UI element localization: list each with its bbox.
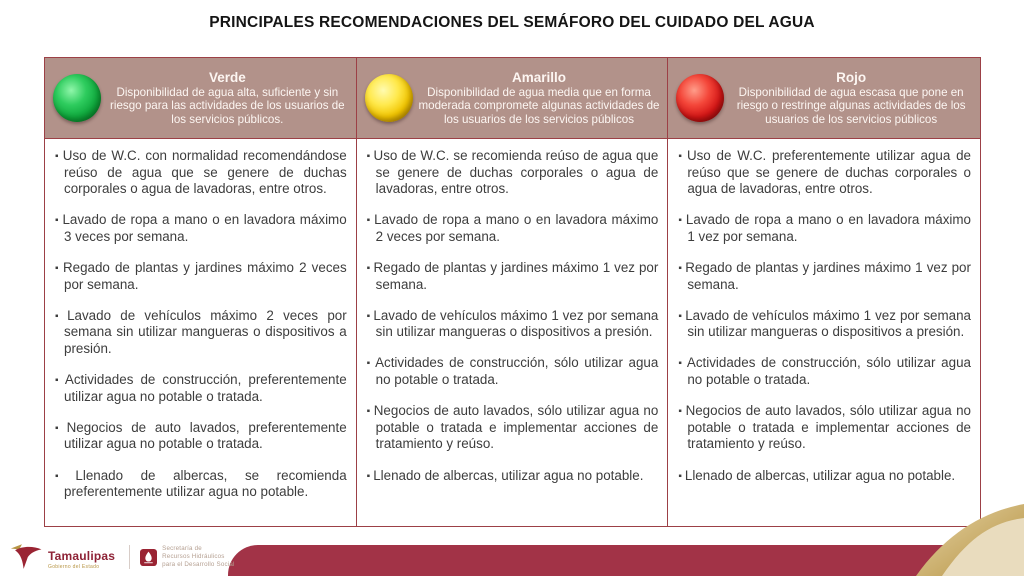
body-rojo [668, 139, 980, 526]
header-verde-description: Disponibilidad de agua alta, suficiente y sin riesgo para las actividades de los usuarios de los servicios públicos. [110, 85, 345, 126]
body-verde [45, 139, 357, 526]
list-item: ▪ Regado de plantas y jardines máximo 1 vez por semana. [678, 260, 971, 293]
corner-swoosh-decoration [834, 476, 1024, 576]
list-item: ▪ Lavado de vehículos máximo 1 vez por semana sin utilizar mangueras o dispositivos a presión. [367, 308, 659, 341]
state-subtitle: Gobierno del Estado [48, 564, 100, 570]
header-amarillo-text [417, 70, 662, 127]
red-traffic-light-icon [676, 74, 724, 122]
logo-divider [129, 545, 130, 569]
list-item: ▪ Regado de plantas y jardines máximo 2 veces por semana. [55, 260, 347, 293]
header-amarillo-description: Disponibilidad de agua media que en forma moderada compromete algunas actividades de los usuarios de los servicios públicos [418, 85, 660, 126]
state-name: Tamaulipas [48, 549, 116, 563]
list-item: ▪ Lavado de ropa a mano o en lavadora máximo 1 vez por semana. [678, 212, 971, 245]
header-rojo-title: Rojo [836, 69, 867, 85]
list-item: ▪ Actividades de construcción, preferentemente utilizar agua no potable o tratada. [55, 372, 347, 405]
header-verde-text [105, 70, 350, 127]
list-item: ▪ Llenado de albercas, utilizar agua no potable. [367, 468, 659, 485]
header-rojo [668, 58, 980, 139]
yellow-traffic-light-icon [365, 74, 413, 122]
secretariat-text [162, 545, 234, 568]
footer-logos [10, 540, 235, 574]
secretariat-line1: Secretaría de [162, 545, 202, 553]
secretariat-logo [140, 545, 234, 568]
tamaulipas-logo [10, 542, 115, 572]
list-item: ▪ Lavado de ropa a mano o en lavadora máximo 2 veces por semana. [367, 212, 659, 245]
list-item: ▪ Llenado de albercas, utilizar agua no potable. [678, 468, 971, 485]
list-item: ▪ Negocios de auto lavados, preferentemente utilizar agua no potable o tratada. [55, 420, 347, 453]
semaforo-table [44, 57, 981, 527]
list-item: ▪ Uso de W.C. con normalidad recomendándose reúso de agua que se genere de duchas corporales o agua de lavadoras, entre otros. [55, 148, 347, 198]
header-amarillo [357, 58, 669, 139]
header-rojo-description: Disponibilidad de agua escasa que pone en riesgo o restringe algunas actividades de los usuarios de los servicios públicos [736, 85, 966, 126]
list-item: ▪ Negocios de auto lavados, sólo utilizar agua no potable o tratada e implementar acciones de tratamiento y reúso. [678, 403, 971, 453]
list-item: ▪ Uso de W.C. preferentemente utilizar agua de reúso que se genere de duchas corporales o agua de lavadoras, entre otros. [678, 148, 971, 198]
page-title: PRINCIPALES RECOMENDACIONES DEL SEMÁFORO DEL CUIDADO DEL AGUA [209, 14, 815, 31]
header-rojo-text [728, 70, 974, 127]
list-item: ▪ Lavado de vehículos máximo 2 veces por semana sin utilizar mangueras o dispositivos a presión. [55, 308, 347, 358]
list-item: ▪ Actividades de construcción, sólo utilizar agua no potable o tratada. [367, 355, 659, 388]
header-verde [45, 58, 357, 139]
tamaulipas-logo-text [48, 542, 115, 570]
list-item: ▪ Lavado de vehículos máximo 1 vez por semana sin utilizar mangueras o dispositivos a presión. [678, 308, 971, 341]
list-item: ▪ Actividades de construcción, sólo utilizar agua no potable o tratada. [678, 355, 971, 388]
secretariat-line3: para el Desarrollo Social [162, 560, 235, 568]
header-verde-title: Verde [208, 69, 246, 85]
list-item: ▪ Regado de plantas y jardines máximo 1 vez por semana. [367, 260, 659, 293]
green-traffic-light-icon [53, 74, 101, 122]
secretariat-line2: Recursos Hidráulicos [162, 553, 225, 561]
list-item: ▪ Llenado de albercas, se recomienda preferentemente utilizar agua no potable. [55, 468, 347, 501]
tamaulipas-logo-icon [10, 542, 44, 572]
body-amarillo [357, 139, 669, 526]
water-drop-icon [140, 549, 157, 566]
list-item: ▪ Lavado de ropa a mano o en lavadora máximo 3 veces por semana. [55, 212, 347, 245]
header-amarillo-title: Amarillo [511, 69, 566, 85]
list-item: ▪ Negocios de auto lavados, sólo utilizar agua no potable o tratada e implementar acciones de tratamiento y reúso. [367, 403, 659, 453]
list-item: ▪ Uso de W.C. se recomienda reúso de agua que se genere de duchas corporales o agua de lavadoras, entre otros. [367, 148, 659, 198]
